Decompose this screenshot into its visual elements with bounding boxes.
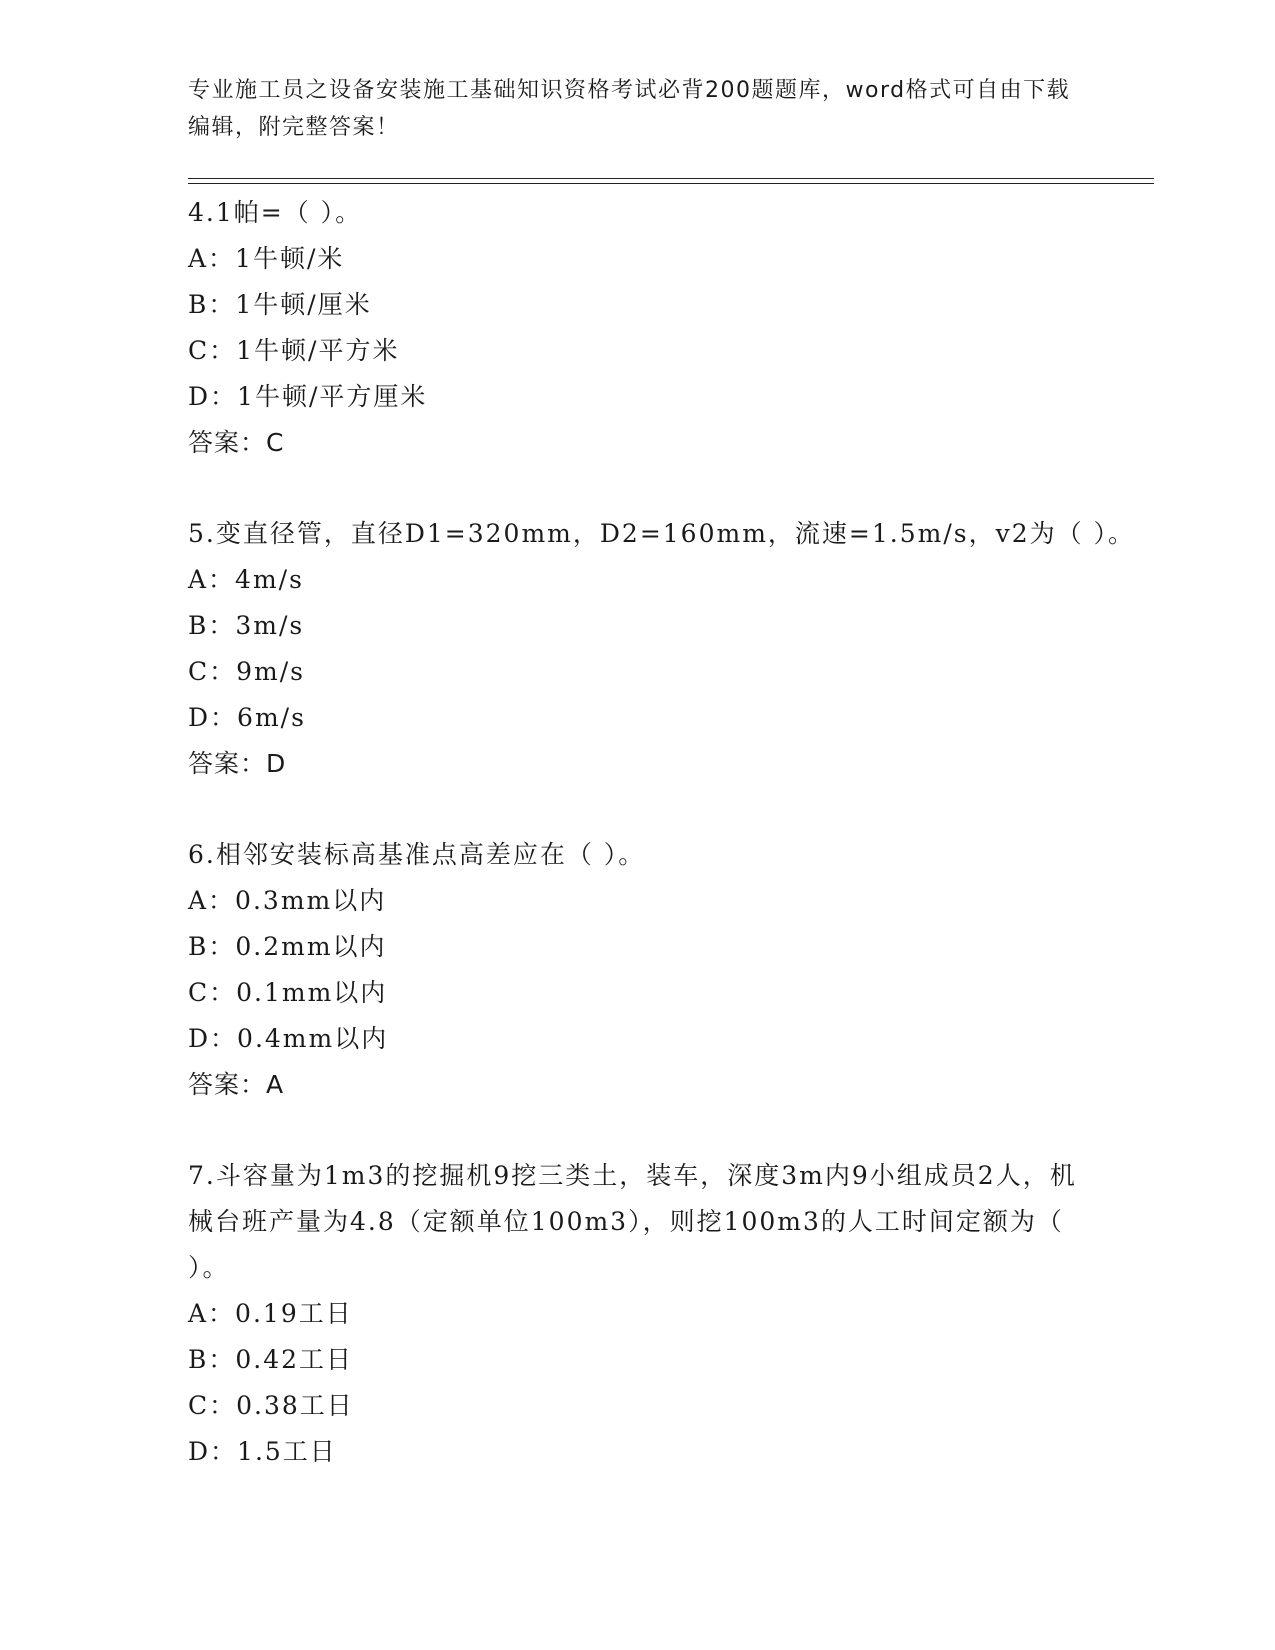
option-c: C：9m/s xyxy=(188,657,305,686)
option-a: A：0.19工日 xyxy=(188,1299,353,1328)
question-stem: 5.变直径管，直径D1=320mm，D2=160mm，流速=1.5m/s，v2为（ ）。 xyxy=(188,519,1136,548)
option-d: D：6m/s xyxy=(188,703,306,732)
header-divider-top xyxy=(188,178,1154,179)
question-item xyxy=(188,832,1088,1108)
question-list xyxy=(188,190,1136,1520)
option-a: A：1牛顿/米 xyxy=(188,244,345,273)
option-d: D：0.4mm以内 xyxy=(188,1024,389,1053)
answer-text: 答案：C xyxy=(188,428,285,457)
option-c: C：1牛顿/平方米 xyxy=(188,336,400,365)
answer-text: 答案：D xyxy=(188,749,287,778)
question-item xyxy=(188,511,1136,787)
question-item xyxy=(188,190,1088,466)
option-b: B：3m/s xyxy=(188,611,305,640)
option-b: B：0.2mm以内 xyxy=(188,932,387,961)
option-d: D：1.5工日 xyxy=(188,1437,337,1466)
question-item xyxy=(188,1153,1088,1475)
option-c: C：0.1mm以内 xyxy=(188,978,388,1007)
document-header: 专业施工员之设备安装施工基础知识资格考试必背200题题库，word格式可自由下载编辑，附完整答案！ xyxy=(188,78,1071,140)
option-c: C：0.38工日 xyxy=(188,1391,354,1420)
option-a: A：4m/s xyxy=(188,565,304,594)
question-stem: 7.斗容量为1m3的挖掘机9挖三类土，装车，深度3m内9小组成员2人，机械台班产量为4.8（定额单位100m3），则挖100m3的人工时间定额为（ ）。 xyxy=(188,1161,1077,1282)
header-divider-bottom xyxy=(188,183,1154,184)
option-a: A：0.3mm以内 xyxy=(188,886,387,915)
question-stem: 6.相邻安装标高基准点高差应在（ ）。 xyxy=(188,840,646,869)
option-b: B：0.42工日 xyxy=(188,1345,354,1374)
question-stem: 4.1帕=（ ）。 xyxy=(188,198,363,227)
option-b: B：1牛顿/厘米 xyxy=(188,290,372,319)
answer-text: 答案：A xyxy=(188,1070,285,1099)
option-d: D：1牛顿/平方厘米 xyxy=(188,382,428,411)
